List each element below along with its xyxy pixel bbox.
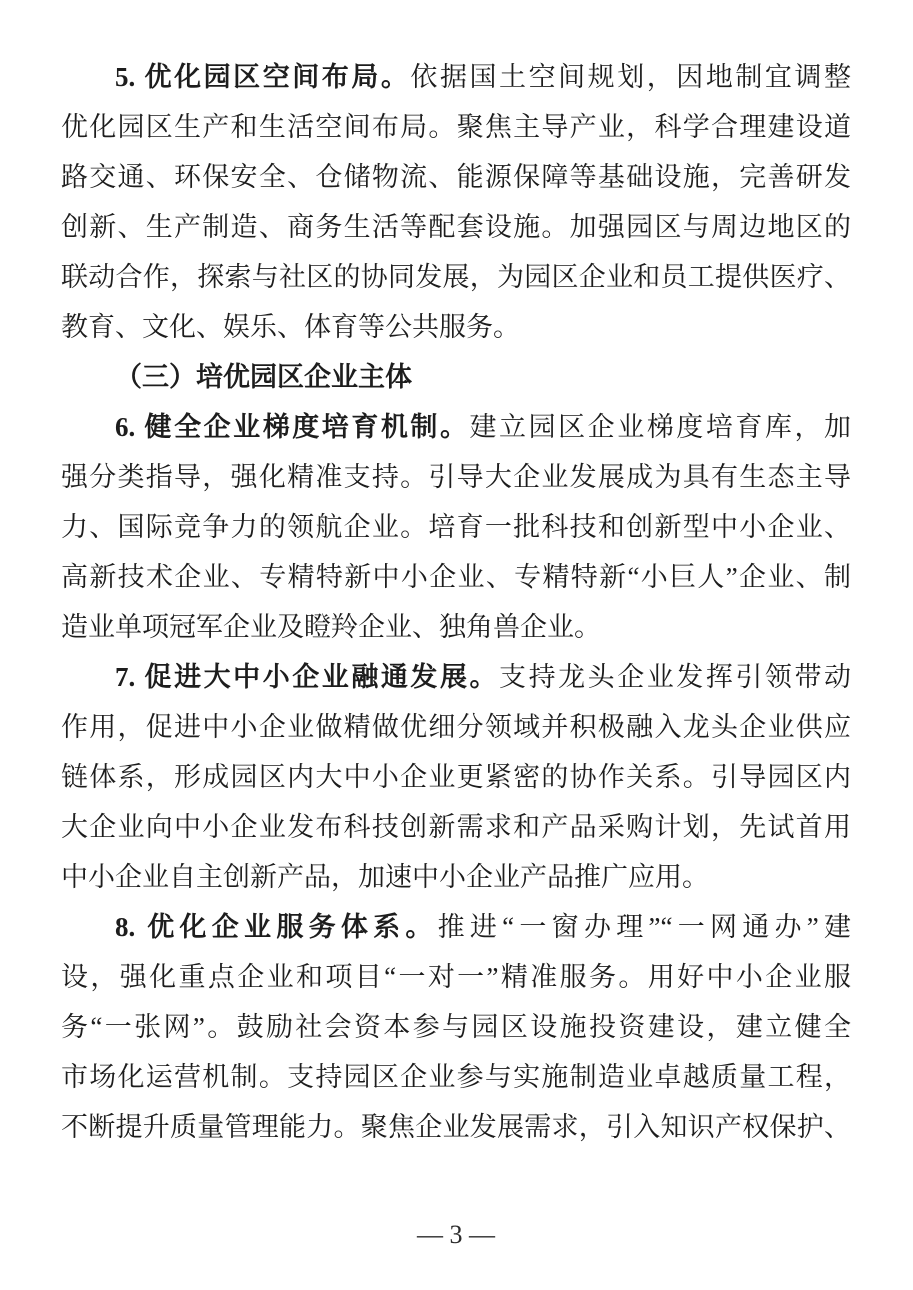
section-heading xyxy=(61,352,851,402)
text-line: 教育、文化、娱乐、体育等公共服务。 xyxy=(61,312,520,342)
text-line: 创新、生产制造、商务生活等配套设施。加强园区与周边地区的 xyxy=(61,212,851,242)
text-line: 中小企业自主创新产品，加速中小企业产品推广应用。 xyxy=(61,862,709,892)
text-line: 联动合作，探索与社区的协同发展，为园区企业和员工提供医疗、 xyxy=(61,262,851,292)
paragraph-lead-continuation: 依据国土空间规划，因地制宜调整 xyxy=(410,62,852,92)
text-line: 造业单项冠军企业及瞪羚企业、独角兽企业。 xyxy=(61,612,601,642)
page-footer xyxy=(61,1220,851,1250)
paragraph-first-line xyxy=(61,652,851,702)
paragraph-lead: 8. 优化企业服务体系。 xyxy=(115,912,438,942)
text-line: 务“一张网”。鼓励社会资本参与园区设施投资建设，建立健全 xyxy=(61,1012,851,1042)
text-line: 优化园区生产和生活空间布局。聚焦主导产业，科学合理建设道 xyxy=(61,112,851,142)
paragraph-lead: 5. 优化园区空间布局。 xyxy=(115,62,411,92)
paragraph-first-line xyxy=(61,402,851,452)
text-line: 不断提升质量管理能力。聚焦企业发展需求，引入知识产权保护、 xyxy=(61,1112,851,1142)
text-line: 大企业向中小企业发布科技创新需求和产品采购计划，先试首用 xyxy=(61,812,851,842)
paragraph-lead-continuation: 支持龙头企业发挥引领带动 xyxy=(499,662,852,692)
paragraph-lead: 6. 健全企业梯度培育机制。 xyxy=(115,412,470,442)
paragraph-first-line xyxy=(61,52,851,102)
text-line: 设，强化重点企业和项目“一对一”精准服务。用好中小企业服 xyxy=(61,962,851,992)
paragraph-lead: 7. 促进大中小企业融通发展。 xyxy=(115,662,500,692)
paragraph xyxy=(61,52,851,352)
text-line: 高新技术企业、专精特新中小企业、专精特新“小巨人”企业、制 xyxy=(61,562,851,592)
text-line: 力、国际竞争力的领航企业。培育一批科技和创新型中小企业、 xyxy=(61,512,851,542)
paragraph-lead-continuation: 推进“一窗办理”“一网通办”建 xyxy=(437,912,852,942)
page-number: — 3 — xyxy=(417,1220,495,1249)
text-line: 市场化运营机制。支持园区企业参与实施制造业卓越质量工程， xyxy=(61,1062,851,1092)
paragraph xyxy=(61,402,851,652)
text-line: 路交通、环保安全、仓储物流、能源保障等基础设施，完善研发 xyxy=(61,162,851,192)
paragraph xyxy=(61,902,851,1152)
paragraph xyxy=(61,652,851,902)
text-line: 作用，促进中小企业做精做优细分领域并积极融入龙头企业供应 xyxy=(61,712,851,742)
text-line: 强分类指导，强化精准支持。引导大企业发展成为具有生态主导 xyxy=(61,462,851,492)
document-body xyxy=(61,52,851,1152)
paragraph-first-line xyxy=(61,902,851,952)
paragraph xyxy=(61,352,851,402)
text-line: 链体系，形成园区内大中小企业更紧密的协作关系。引导园区内 xyxy=(61,762,851,792)
paragraph-lead: （三）培优园区企业主体 xyxy=(115,362,412,392)
paragraph-lead-continuation: 建立园区企业梯度培育库，加 xyxy=(469,412,851,442)
